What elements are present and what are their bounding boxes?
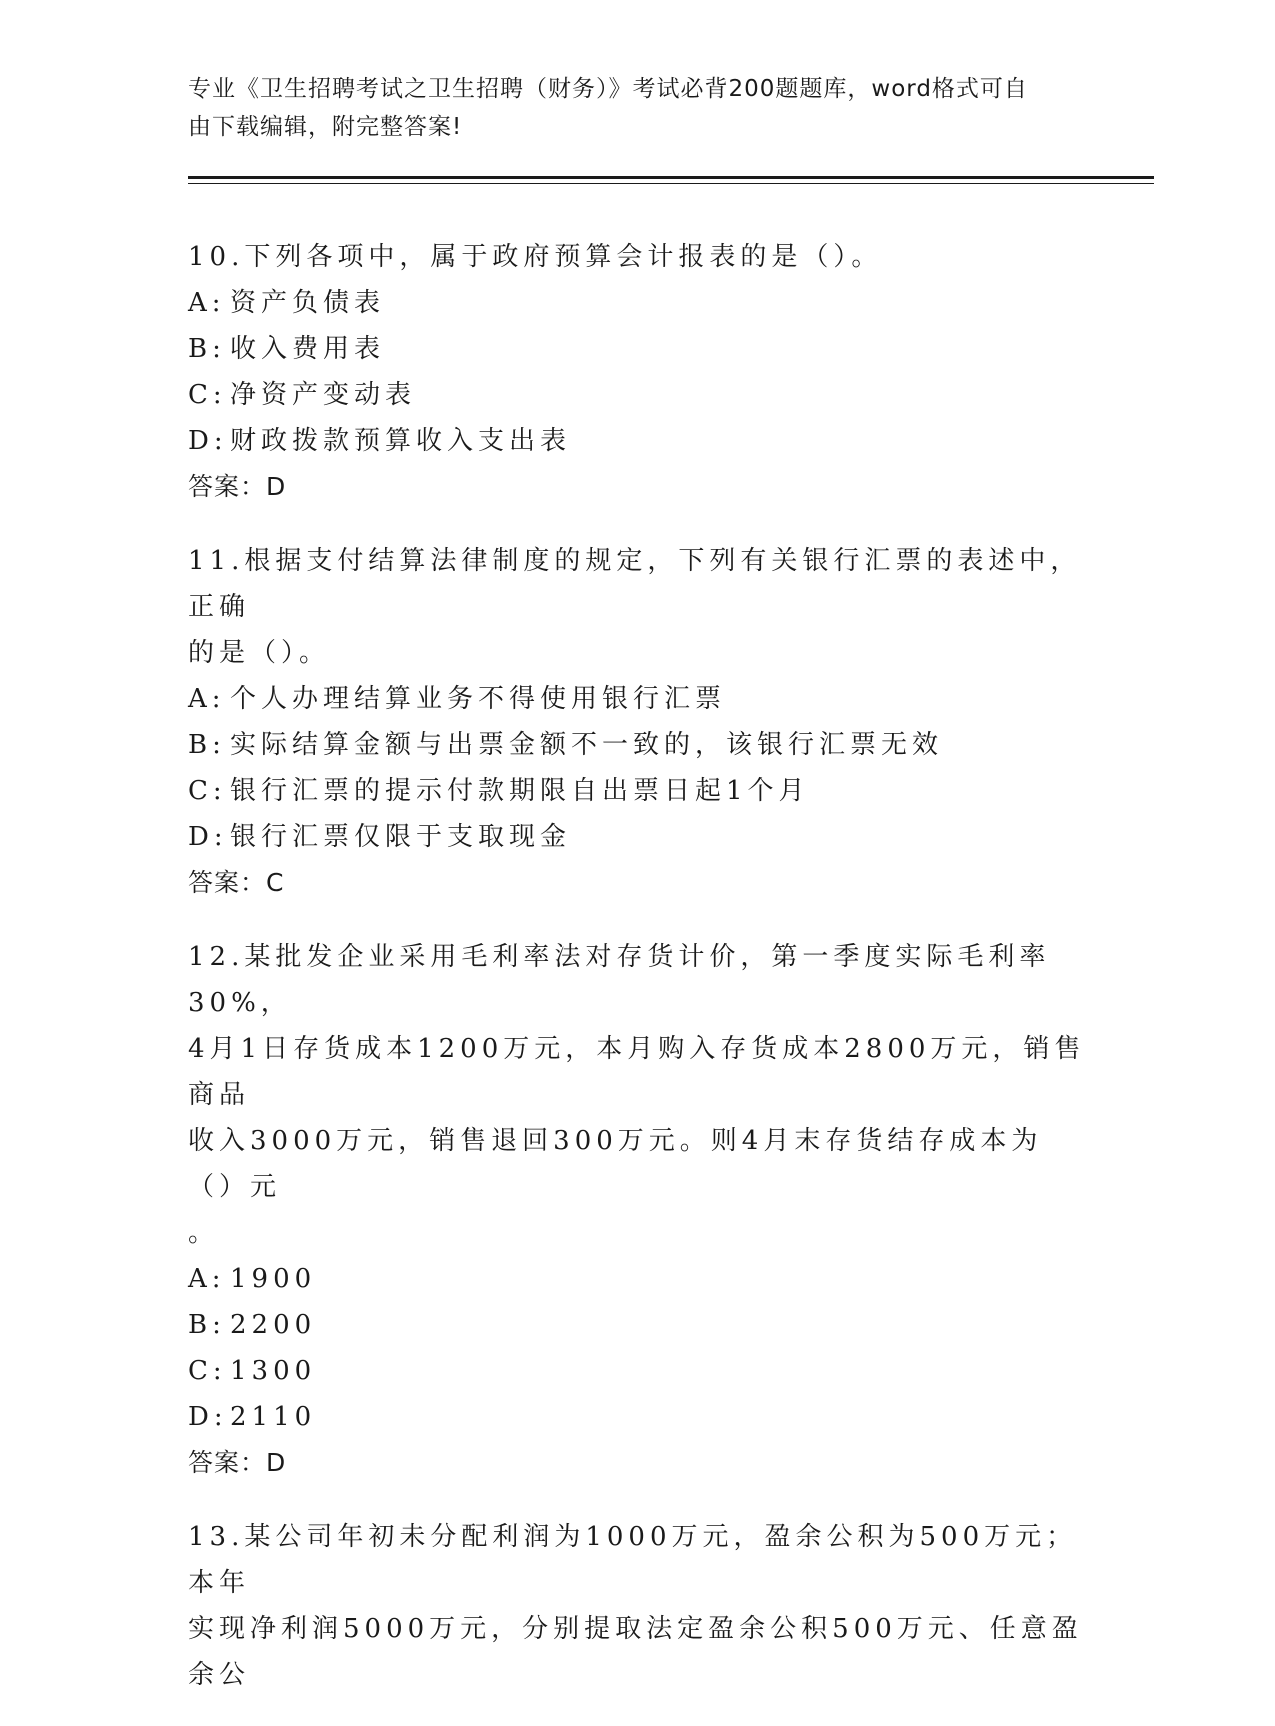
option-text: 个人办理结算业务不得使用银行汇票 — [230, 684, 727, 714]
header-rule-thick — [188, 176, 1154, 179]
option-text: 1300 — [230, 1356, 317, 1386]
option-key: C: — [188, 776, 227, 806]
option-a — [188, 676, 1088, 722]
option-b — [188, 1302, 1088, 1348]
option-key: A: — [188, 288, 226, 318]
header-rule-thin — [188, 183, 1154, 184]
option-d — [188, 418, 1088, 464]
question-11 — [188, 538, 1088, 906]
option-key: D: — [188, 822, 228, 852]
answer-line: 答案：C — [188, 868, 285, 897]
option-b — [188, 326, 1088, 372]
option-d — [188, 1394, 1088, 1440]
option-text: 实际结算金额与出票金额不一致的，该银行汇票无效 — [230, 730, 944, 760]
option-key: A: — [188, 684, 226, 714]
option-key: D: — [188, 426, 228, 456]
option-text: 银行汇票的提示付款期限自出票日起1个月 — [230, 776, 810, 806]
question-text: 13.某公司年初未分配利润为1000万元，盈余公积为500万元；本年 实现净利润5000万元，分别提取法定盈余公积500万元、任意盈余公 — [188, 1522, 1083, 1690]
option-text: 财政拨款预算收入支出表 — [230, 426, 572, 456]
option-a — [188, 1256, 1088, 1302]
option-c — [188, 768, 1088, 814]
question-13 — [188, 1514, 1088, 1698]
option-key: B: — [188, 730, 226, 760]
option-key: B: — [188, 1310, 226, 1340]
option-c — [188, 1348, 1088, 1394]
option-key: D: — [188, 1402, 228, 1432]
option-c — [188, 372, 1088, 418]
option-key: A: — [188, 1264, 226, 1294]
option-text: 资产负债表 — [230, 288, 386, 318]
option-text: 1900 — [230, 1264, 317, 1294]
answer-line: 答案：D — [188, 472, 287, 501]
question-12 — [188, 934, 1088, 1486]
option-key: C: — [188, 1356, 227, 1386]
question-text: 11.根据支付结算法律制度的规定，下列有关银行汇票的表述中，正确 的是（）。 — [188, 546, 1082, 668]
question-list — [188, 234, 1088, 1726]
document-header: 专业《卫生招聘考试之卫生招聘（财务）》考试必背200题题库，word格式可自 由下载编辑，附完整答案! — [188, 76, 1028, 140]
option-a — [188, 280, 1088, 326]
option-text: 2200 — [230, 1310, 317, 1340]
question-10 — [188, 234, 1088, 510]
option-key: C: — [188, 380, 227, 410]
option-b — [188, 722, 1088, 768]
option-text: 2110 — [230, 1402, 317, 1432]
option-text: 银行汇票仅限于支取现金 — [230, 822, 572, 852]
question-text: 12.某批发企业采用毛利率法对存货计价，第一季度实际毛利率30%， 4月1日存货成本1200万元，本月购入存货成本2800万元，销售商品 收入3000万元，销售退回300万元。则4月末存货结存成本为（）元 。 — [188, 942, 1086, 1248]
question-text: 10.下列各项中，属于政府预算会计报表的是（）。 — [188, 242, 883, 272]
option-text: 收入费用表 — [230, 334, 386, 364]
option-d — [188, 814, 1088, 860]
option-key: B: — [188, 334, 226, 364]
answer-line: 答案：D — [188, 1448, 287, 1477]
option-text: 净资产变动表 — [230, 380, 417, 410]
